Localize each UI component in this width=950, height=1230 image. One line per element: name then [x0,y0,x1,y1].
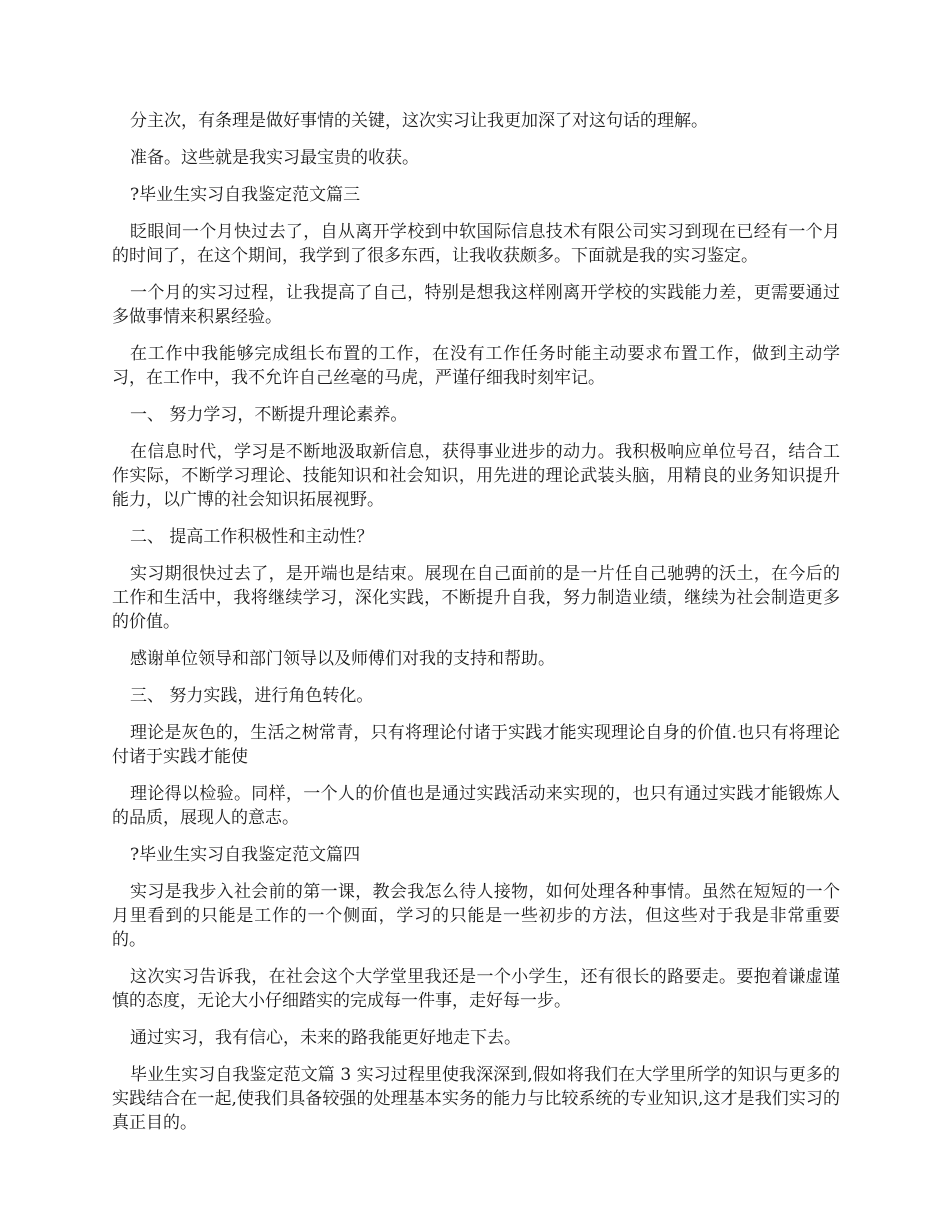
paragraph: 通过实习，我有信心，未来的路我能更好地走下去。 [130,1028,521,1048]
paragraph: 毕业生实习自我鉴定范文篇 3 实习过程里使我深深到,假如将我们在大学里所学的知识与更多的实践结合在一起,使我们具备较强的处理基本实务的能力与比较系统的专业知识,这才是我们实习的真正目的。 [112,1065,840,1133]
section-heading: ?毕业生实习自我鉴定范文篇三 [130,185,361,205]
subsection-heading: 三、 努力实践，进行角色转化。 [130,686,374,706]
paragraph: 准备。这些就是我实习最宝贵的收获。 [130,148,419,168]
paragraph: 在信息时代，学习是不断地汲取新信息，获得事业进步的动力。我积极响应单位号召，结合工作实际，不断学习理论、技能知识和社会知识，用先进的理论武装头脑，用精良的业务知识提升能力，以广博的社会知识拓展视野。 [112,442,840,510]
paragraph: 眨眼间一个月快过去了，自从离开学校到中软国际信息技术有限公司实习到现在已经有一个月的时间了，在这个期间，我学到了很多东西，让我收获颇多。下面就是我的实习鉴定。 [112,222,840,266]
paragraph: 这次实习告诉我，在社会这个大学堂里我还是一个小学生，还有很长的路要走。要抱着谦虚谨慎的态度，无论大小仔细踏实的完成每一件事，走好每一步。 [112,967,840,1011]
subsection-heading: 一、 努力学习，不断提升理论素养。 [130,405,408,425]
paragraph: 实习是我步入社会前的第一课，教会我怎么待人接物，如何处理各种事情。虽然在短短的一个月里看到的只能是工作的一个侧面，学习的只能是一些初步的方法，但这些对于我是非常重要的。 [112,882,840,950]
paragraph: 理论是灰色的，生活之树常青，只有将理论付诸于实践才能实现理论自身的价值.也只有将理论付诸于实践才能使 [112,723,840,767]
paragraph: 理论得以检验。同样，一个人的价值也是通过实践活动来实现的，也只有通过实践才能锻炼人的品质，展现人的意志。 [112,784,840,828]
paragraph: 感谢单位领导和部门领导以及师傅们对我的支持和帮助。 [130,649,555,669]
document-body [112,109,840,1148]
paragraph: 实习期很快过去了，是开端也是结束。展现在自己面前的是一片任自己驰骋的沃土，在今后的工作和生活中，我将继续学习，深化实践，不断提升自我，努力制造业绩，继续为社会制造更多的价值。 [112,564,840,632]
paragraph: 在工作中我能够完成组长布置的工作，在没有工作任务时能主动要求布置工作，做到主动学习，在工作中，我不允许自己丝毫的马虎，严谨仔细我时刻牢记。 [112,344,840,388]
section-heading: ?毕业生实习自我鉴定范文篇四 [130,845,361,865]
paragraph: 分主次，有条理是做好事情的关键，这次实习让我更加深了对这句话的理解。 [130,111,708,131]
paragraph: 一个月的实习过程，让我提高了自己，特别是想我这样刚离开学校的实践能力差，更需要通过多做事情来积累经验。 [112,283,840,327]
subsection-heading: 二、 提高工作积极性和主动性？ [130,527,374,547]
